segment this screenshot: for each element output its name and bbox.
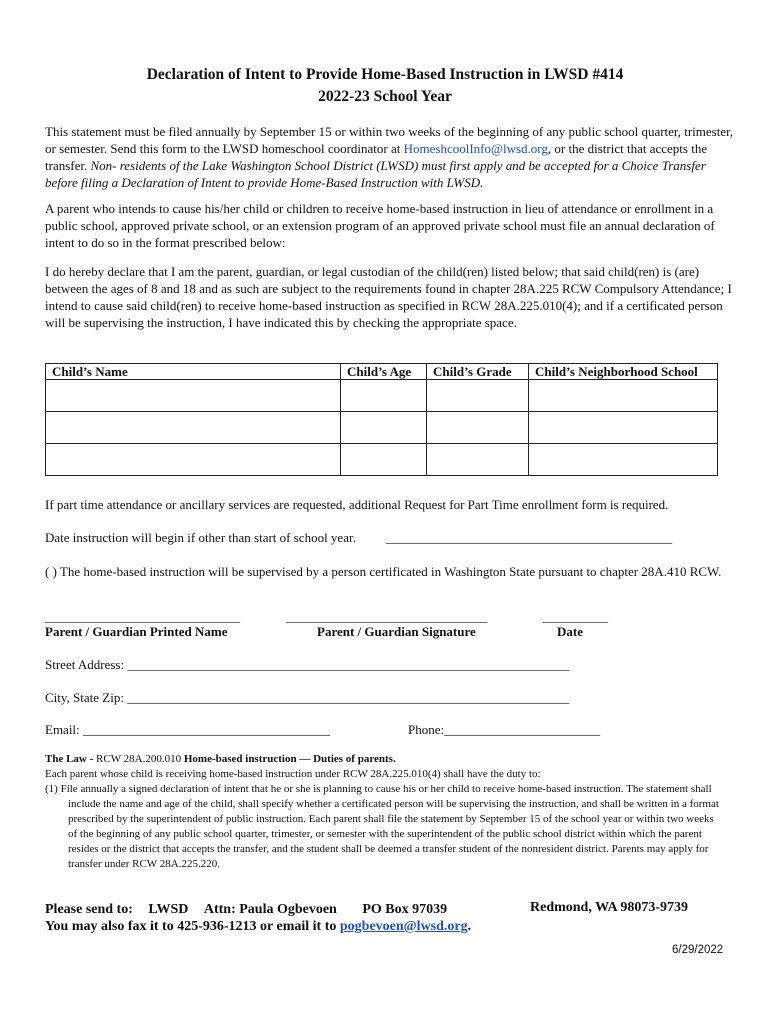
child-age-cell[interactable] xyxy=(341,444,427,476)
child-grade-cell[interactable] xyxy=(427,380,529,412)
header-child-grade: Child’s Grade xyxy=(427,364,529,380)
coordinator-email-link[interactable]: HomeshcoolInfo@lwsd.org xyxy=(403,141,548,156)
send-attn: Attn: Paula Ogbevoen xyxy=(203,902,337,917)
statement-text: I do hereby declare that I am the parent, guardian, or legal custodian of the child(ren) listed below; that said child(ren) is (are) between the ages of 8 and 18 and as such are subject to the requirements found in chapter 28A.225 RCW Compulsory Attendance; I intend to cause said child(ren) to receive home-based instruction as specified in RCW 28A.225.010(4); and if a certificated person will be supervising the instruction, I have indicated this by checking the appropriate space. xyxy=(45,264,732,330)
fax-text: You may also fax it to 425-936-1213 or email it to xyxy=(45,919,340,934)
child-grade-cell[interactable] xyxy=(427,444,529,476)
law-item-1: (1) File annually a signed declaration of intent that he or she is planning to cause his or her child to receive home-based instruction. The statement shall include the name and age of the child, shall specify whether a certificated person will be supervising the instruction, and shall be written in a format prescribed by the superintendent of public instruction. Each parent shall file the statement by September 15 of the school year or within two weeks of the beginning of any public school quarter, trimester, or semester with the superintendent of the public school district within which the parent resides or the district that accepts the transfer, and the student shall be deemed a transfer student of the nonresident district. Parents may apply for transfer under RCW 28A.225.220. xyxy=(45,783,719,870)
table-header-row xyxy=(46,364,718,380)
law-heading: Home-based instruction — Duties of parents. xyxy=(183,753,396,765)
child-name-cell[interactable] xyxy=(46,412,341,444)
intro-text: This statement must be filed annually by September 15 or within two weeks of the beginning of any public school quarter, trimester, or semester. Send this form to the LWSD homeschool coordinator at xyxy=(45,124,734,156)
date-label: Date xyxy=(557,624,583,639)
child-name-cell[interactable] xyxy=(46,380,341,412)
certificated-text: ( ) The home-based instruction will be supervised by a person certificated in Washington State pursuant to chapter 28A.410 RCW. xyxy=(45,564,722,579)
part-time-note: If part time attendance or ancillary services are requested, additional Request for Part Time enrollment form is required. xyxy=(45,497,669,512)
send-to-line xyxy=(45,902,447,918)
law-intro: Each parent whose child is receiving home-based instruction under RCW 28A.225.010(4) shall have the duty to: xyxy=(45,768,541,780)
requirement-text: A parent who intends to cause his/her child or children to receive home-based instruction in lieu of attendance or enrollment in a public school, approved private school, or an extension program of an approved private school must file an annual declaration of intent to do so in the format prescribed below: xyxy=(45,201,715,250)
fax-period: . xyxy=(467,919,472,934)
city-state-zip-field[interactable]: City, State Zip: ____________________________________________________________________ xyxy=(45,690,570,705)
page-title: Declaration of Intent to Provide Home-Based Instruction in LWSD #414 xyxy=(146,66,624,83)
send-label: Please send to: xyxy=(45,902,133,917)
coordinator-email-link-footer[interactable]: pogbevoen@lwsd.org xyxy=(339,919,468,934)
signature-label: Parent / Guardian Signature xyxy=(317,624,476,639)
intro-text-2: , or the district that accepts the transfer. xyxy=(45,141,708,173)
send-city: Redmond, WA 98073-9739 xyxy=(530,900,689,915)
child-school-cell[interactable] xyxy=(529,412,718,444)
declaration-statement-paragraph xyxy=(45,263,735,331)
email-field[interactable]: Email: ______________________________________ xyxy=(45,722,330,737)
start-date-field[interactable]: ____________________________________________ xyxy=(386,530,672,545)
intro-paragraph xyxy=(45,123,735,191)
law-section xyxy=(45,752,725,872)
printed-name-field[interactable]: ______________________________ xyxy=(45,609,240,624)
street-address-field[interactable]: Street Address: ____________________________________________________________________ xyxy=(45,657,570,672)
table-row xyxy=(46,444,718,476)
send-lwsd: LWSD xyxy=(148,902,189,917)
law-rcw: RCW 28A.200.010 xyxy=(96,753,184,765)
phone-field[interactable]: Phone:________________________ xyxy=(408,722,601,737)
child-school-cell[interactable] xyxy=(529,444,718,476)
header-neighborhood-school: Child’s Neighborhood School xyxy=(529,364,718,380)
revision-date: 6/29/2022 xyxy=(672,944,724,956)
fax-email-line xyxy=(45,919,471,935)
child-age-cell[interactable] xyxy=(341,412,427,444)
table-row xyxy=(46,380,718,412)
school-year: 2022-23 School Year xyxy=(318,88,452,105)
start-date-label: Date instruction will begin if other than start of school year. xyxy=(45,530,356,545)
printed-name-label: Parent / Guardian Printed Name xyxy=(45,624,228,639)
nonresident-note: Non- residents of the Lake Washington School District (LWSD) must first apply and be accepted for a Choice Transfer before filing a Declaration of Intent to provide Home-Based Instruction with LWSD. xyxy=(45,158,706,190)
send-po: PO Box 97039 xyxy=(362,902,448,917)
children-table xyxy=(45,363,718,476)
child-school-cell[interactable] xyxy=(529,380,718,412)
certificated-supervision-checkbox[interactable] xyxy=(45,563,735,580)
signature-field[interactable]: _______________________________ xyxy=(286,609,488,624)
date-field[interactable]: __________ xyxy=(543,609,608,624)
law-prefix: The Law - xyxy=(45,753,97,765)
header-child-name: Child’s Name xyxy=(46,364,341,380)
header-child-age: Child’s Age xyxy=(341,364,427,380)
declaration-requirement-paragraph xyxy=(45,200,735,251)
child-age-cell[interactable] xyxy=(341,380,427,412)
child-name-cell[interactable] xyxy=(46,444,341,476)
table-row xyxy=(46,412,718,444)
child-grade-cell[interactable] xyxy=(427,412,529,444)
